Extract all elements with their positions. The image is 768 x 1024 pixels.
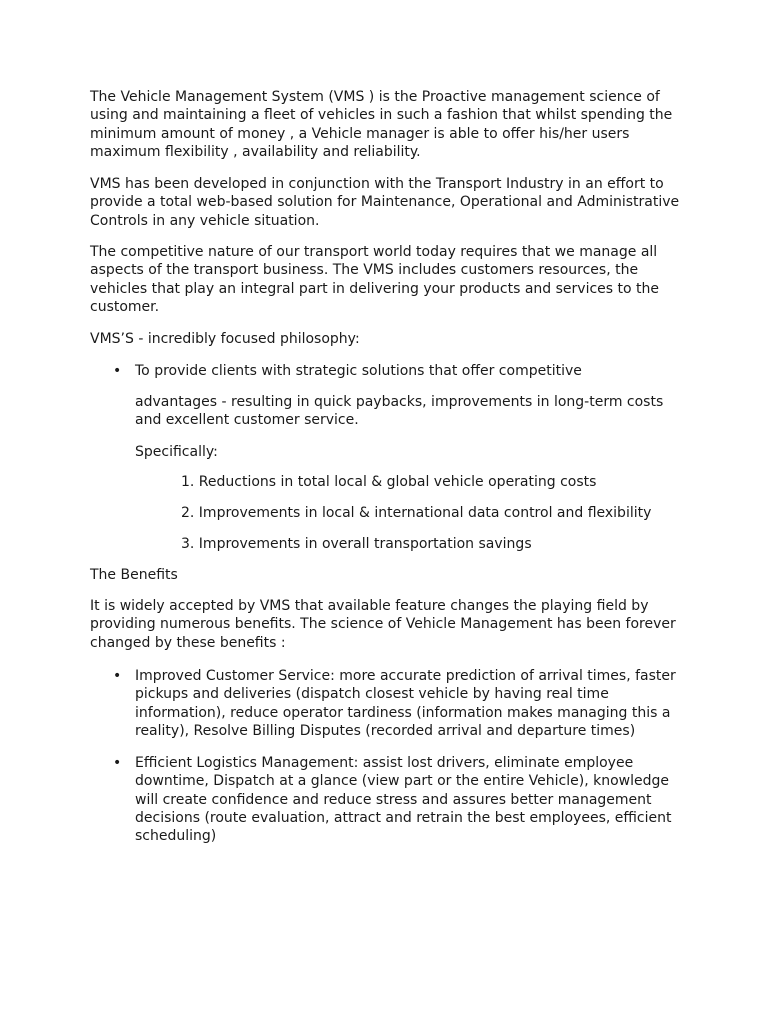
bullet-icon: • (113, 668, 122, 684)
benefit-item-logistics (135, 754, 695, 845)
development-line: VMS has been developed in conjunction with the Transport Industry in an effort to (90, 176, 664, 192)
intro-line: minimum amount of money , a Vehicle manager is able to offer his/her users (90, 125, 630, 142)
philosophy-heading: VMS’S - incredibly focused philosophy: (90, 331, 360, 347)
bullet-icon: • (113, 363, 122, 379)
benefit-line: decisions (route evaluation, attract and retrain the best employees, efficient (135, 809, 672, 826)
numbered-item: 1. Reductions in total local & global vehicle operating costs (181, 474, 597, 490)
benefit-line: Efficient Logistics Management: assist lost drivers, eliminate employee (135, 755, 634, 771)
benefit-item-customer-service (135, 667, 695, 740)
benefit-line: Improved Customer Service: more accurate prediction of arrival times, faster (135, 668, 676, 684)
intro-line: maximum flexibility , availability and reliability. (90, 143, 421, 160)
numbered-item: 2. Improvements in local & international data control and flexibility (181, 505, 652, 521)
competitive-line: customer. (90, 298, 160, 315)
benefit-line: information), reduce operator tardiness (information makes managing this a (135, 704, 671, 721)
development-line: provide a total web-based solution for Maintenance, Operational and Administrative (90, 194, 680, 211)
intro-paragraph (90, 88, 690, 161)
philosophy-continuation-line: and excellent customer service. (135, 412, 359, 429)
competitive-line: The competitive nature of our transport world today requires that we manage all (90, 244, 658, 260)
specifically-label: Specifically: (135, 444, 218, 460)
philosophy-continuation (135, 393, 695, 430)
benefit-line: downtime, Dispatch at a glance (view part or the entire Vehicle), knowledge (135, 773, 669, 790)
competitive-paragraph (90, 243, 690, 316)
benefits-intro-line: It is widely accepted by VMS that available feature changes the playing field by (90, 598, 649, 614)
bullet-icon: • (113, 755, 122, 771)
numbered-item: 3. Improvements in overall transportation savings (181, 536, 532, 552)
benefits-intro-line: changed by these benefits : (90, 634, 286, 651)
benefit-line: pickups and deliveries (dispatch closest vehicle by having real time (135, 686, 609, 703)
benefits-intro-paragraph (90, 597, 690, 652)
intro-line: The Vehicle Management System (VMS ) is the Proactive management science of (90, 89, 660, 105)
benefit-line: will create confidence and reduce stress and assures better management (135, 791, 652, 808)
competitive-line: aspects of the transport business. The VMS includes customers resources, the (90, 262, 639, 279)
benefits-heading: The Benefits (90, 567, 178, 583)
development-line: Controls in any vehicle situation. (90, 212, 320, 229)
philosophy-continuation-line: advantages - resulting in quick paybacks, improvements in long-term costs (135, 394, 664, 410)
benefit-line: scheduling) (135, 828, 217, 845)
development-paragraph (90, 175, 690, 230)
philosophy-bullet-text: To provide clients with strategic solutions that offer competitive (135, 363, 582, 379)
competitive-line: vehicles that play an integral part in delivering your products and services to the (90, 280, 659, 297)
benefit-line: reality), Resolve Billing Disputes (recorded arrival and departure times) (135, 722, 636, 739)
benefits-intro-line: providing numerous benefits. The science of Vehicle Management has been forever (90, 616, 676, 633)
intro-line: using and maintaining a fleet of vehicles in such a fashion that whilst spending the (90, 107, 673, 124)
